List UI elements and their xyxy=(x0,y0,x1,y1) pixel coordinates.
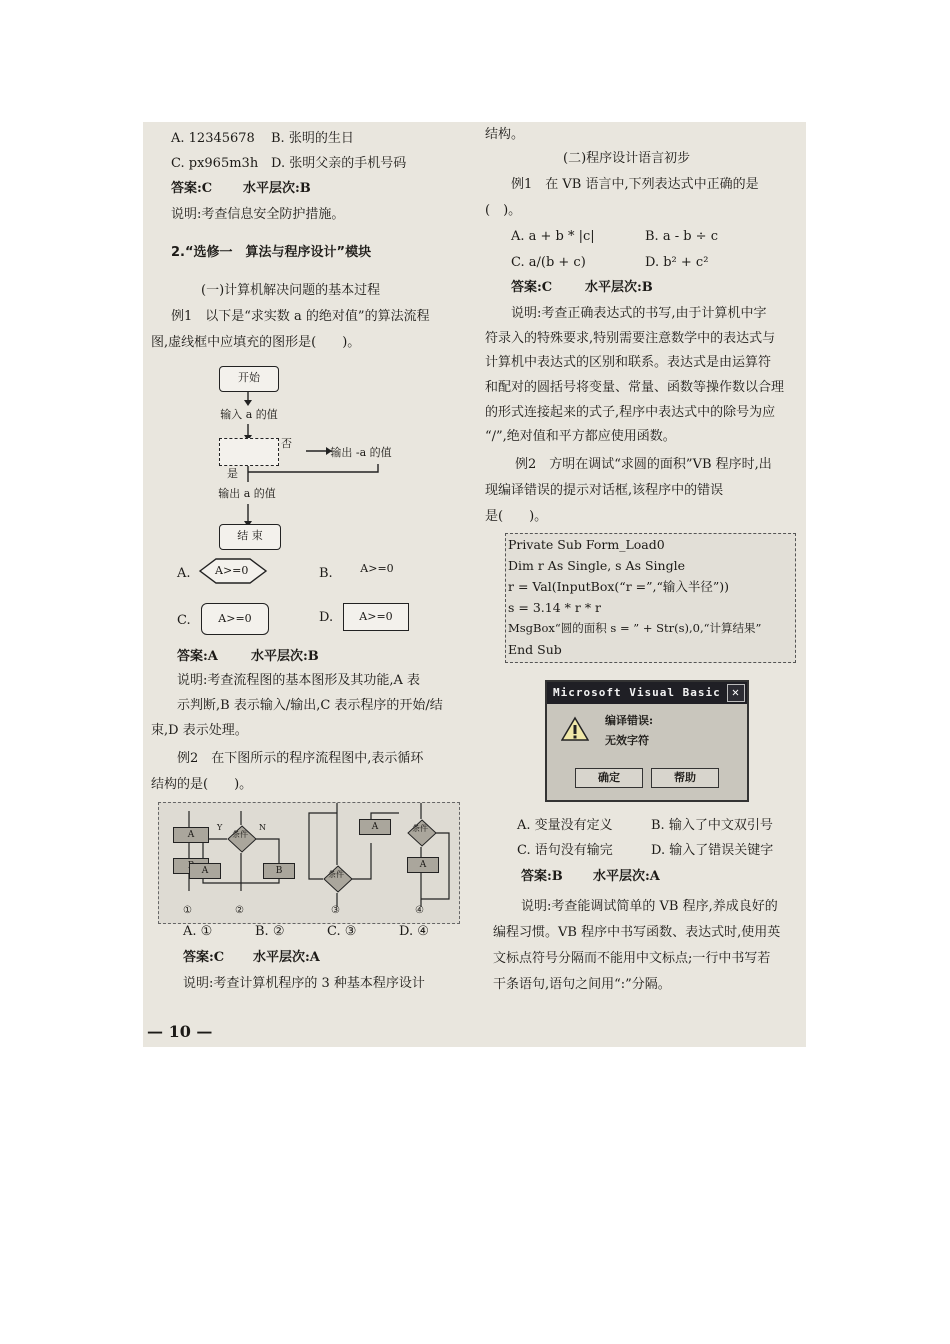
section-heading: 2.“选修一 算法与程序设计”模块 xyxy=(171,245,372,260)
flow-output-a: 输出 a 的值 xyxy=(199,483,295,505)
example-text: 例2 在下图所示的程序流程图中,表示循环 xyxy=(177,751,424,766)
option-b: B. 张明的生日 xyxy=(271,131,354,146)
level: 水平层次:A xyxy=(253,950,320,965)
note: 编程习惯。VB 程序中书写函数、表达式时,使用英 xyxy=(493,925,781,940)
code-line: r = Val(InputBox(“r =”,“输入半径”)) xyxy=(508,579,730,594)
note: “/”,绝对值和平方都应使用函数。 xyxy=(485,429,676,444)
answer: 答案:C xyxy=(171,181,213,196)
choice-b-label: B. xyxy=(319,566,333,581)
note: 的形式连接起来的式子,程序中表达式中的除号为应 xyxy=(485,405,776,420)
ok-button[interactable]: 确定 xyxy=(575,768,643,788)
option-c: C. ③ xyxy=(327,924,357,939)
note: 符录入的特殊要求,特别需要注意数学中的表达式与 xyxy=(485,331,776,346)
note: 和配对的圆括号将变量、常量、函数等操作数以合理 xyxy=(485,380,785,395)
example-text: 例1 在 VB 语言中,下列表达式中正确的是 xyxy=(511,177,759,192)
choice-c-label: C. xyxy=(177,613,191,628)
option-b: B. ② xyxy=(255,924,285,939)
diagram-number: ③ xyxy=(331,905,340,916)
note: 说明:考查正确表达式的书写,由于计算机中字 xyxy=(511,306,767,321)
condition-label: 条件 xyxy=(232,830,248,839)
sub-heading: (二)程序设计语言初步 xyxy=(563,151,691,166)
rounded-shape: A>=0 xyxy=(201,603,269,635)
note: 说明:考查信息安全防护措施。 xyxy=(171,207,345,222)
option-a: A. a + b * |c| xyxy=(511,229,595,244)
dialog-title xyxy=(547,682,747,704)
level: 水平层次:B xyxy=(243,181,311,196)
flow-dashed-box xyxy=(219,438,279,466)
level: 水平层次:B xyxy=(585,280,653,295)
flow-yes-label: 是 xyxy=(227,467,238,480)
option-d: D. 输入了错误关键字 xyxy=(651,843,774,858)
page-number: — 10 — xyxy=(147,1022,213,1041)
diagram-number: ④ xyxy=(415,905,424,916)
diagram-number: ② xyxy=(235,905,244,916)
dialog-title-text: Microsoft Visual Basic xyxy=(553,686,721,699)
code-line: s = 3.14 * r * r xyxy=(508,600,602,615)
condition-label: 条件 xyxy=(412,824,428,833)
choice-d-label: D. xyxy=(319,610,334,625)
example-text: 例2 方明在调试“求圆的面积”VB 程序时,出 xyxy=(515,457,772,472)
answer: 答案:A xyxy=(177,649,218,664)
example-text: ( )。 xyxy=(485,203,522,218)
example-text: 图,虚线框中应填充的图形是( )。 xyxy=(151,335,361,350)
diagram-number: ① xyxy=(183,905,192,916)
option-c: C. px965m3h xyxy=(171,156,259,171)
note: 干条语句,语句之间用“:”分隔。 xyxy=(493,977,671,992)
continued-text: 结构。 xyxy=(485,127,525,142)
rect-shape: A>=0 xyxy=(343,603,409,631)
option-a: A. 变量没有定义 xyxy=(517,818,613,833)
note: 示判断,B 表示输入/输出,C 表示程序的开始/结 xyxy=(177,698,443,713)
note: 说明:考查能调试简单的 VB 程序,养成良好的 xyxy=(521,899,778,914)
note: 说明:考查流程图的基本图形及其功能,A 表 xyxy=(177,673,421,688)
option-b: B. 输入了中文双引号 xyxy=(651,818,773,833)
example-text: 现编译错误的提示对话框,该程序中的错误 xyxy=(485,483,724,498)
block-a: A xyxy=(407,857,439,873)
sub-heading: (一)计算机解决问题的基本过程 xyxy=(201,283,381,298)
note: 说明:考查计算机程序的 3 种基本程序设计 xyxy=(183,976,425,991)
choice-a-label: A. xyxy=(177,566,191,581)
block-a: A xyxy=(359,819,391,835)
block-a: A xyxy=(173,827,209,843)
dialog-message: 无效字符 xyxy=(605,734,649,747)
level: 水平层次:A xyxy=(593,869,660,884)
option-c: C. a/(b + c) xyxy=(511,255,586,270)
example-text: 是( )。 xyxy=(485,509,548,524)
help-button[interactable]: 帮助 xyxy=(651,768,719,788)
example-text: 例1 以下是“求实数 a 的绝对值”的算法流程 xyxy=(171,309,430,324)
option-d: D. ④ xyxy=(399,924,429,939)
option-a: A. ① xyxy=(183,924,213,939)
note: 束,D 表示处理。 xyxy=(151,723,248,738)
error-dialog xyxy=(545,680,749,802)
flow-no-label: 否 xyxy=(281,437,292,450)
code-line: Private Sub Form_Load0 xyxy=(508,537,665,552)
code-block xyxy=(505,533,796,663)
flow-output-neg: 输出 -a 的值 xyxy=(311,442,411,464)
option-c: C. 语句没有输完 xyxy=(517,843,613,858)
answer: 答案:C xyxy=(183,950,225,965)
code-line: End Sub xyxy=(508,642,562,657)
level: 水平层次:B xyxy=(251,649,319,664)
parallelogram-shape: A>=0 xyxy=(345,559,409,579)
code-line: Dim r As Single, s As Single xyxy=(508,558,685,573)
example-text: 结构的是( )。 xyxy=(151,777,253,792)
note: 文标点符号分隔而不能用中文标点;一行中书写若 xyxy=(493,951,771,966)
flow-start: 开始 xyxy=(219,366,279,392)
option-d: D. b² + c² xyxy=(645,255,709,270)
block-b: B xyxy=(263,863,295,879)
answer: 答案:C xyxy=(511,280,553,295)
note: 计算机中表达式的区别和联系。表达式是由运算符 xyxy=(485,355,772,370)
dialog-message: 编译错误: xyxy=(605,714,654,727)
option-d: D. 张明父亲的手机号码 xyxy=(271,156,407,171)
option-b: B. a - b ÷ c xyxy=(645,229,718,244)
code-line: MsgBox“圆的面积 s = ” + Str(s),0,“计算结果” xyxy=(508,621,762,635)
structure-diagrams xyxy=(158,802,460,924)
flow-end: 结 束 xyxy=(219,524,281,550)
option-a: A. 12345678 xyxy=(171,131,255,146)
yes-label: Y xyxy=(217,823,223,832)
scanned-page xyxy=(143,122,806,1047)
close-icon[interactable]: ✕ xyxy=(727,684,745,702)
warning-icon xyxy=(561,716,589,742)
no-label: N xyxy=(259,823,266,832)
answer: 答案:B xyxy=(521,869,563,884)
flow-input: 输入 a 的值 xyxy=(203,404,295,426)
condition-label: 条件 xyxy=(328,870,344,879)
block-a: A xyxy=(189,863,221,879)
shape-label: A>=0 xyxy=(215,564,249,577)
